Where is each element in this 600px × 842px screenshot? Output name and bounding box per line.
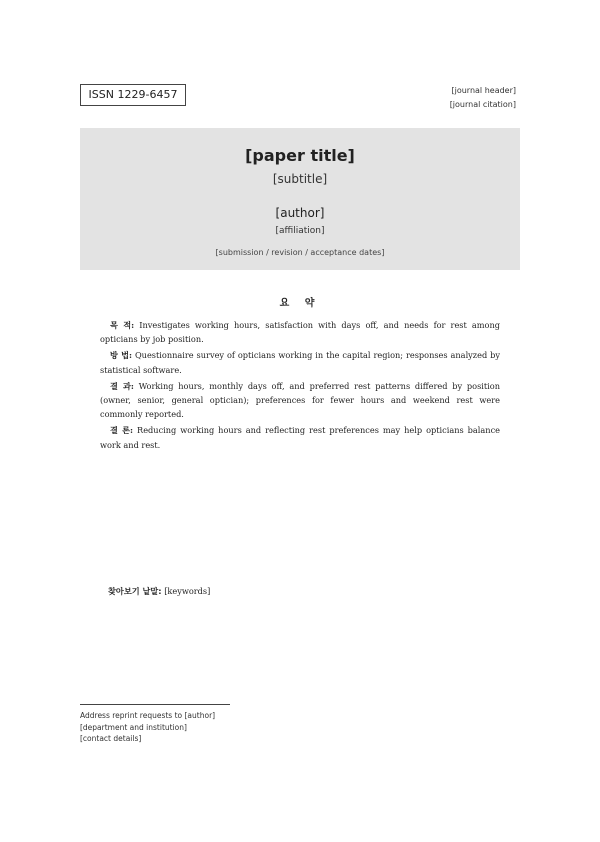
correspondence-line-3: [contact details] <box>80 734 142 743</box>
correspondence-line-1: Address reprint requests to [author] <box>80 711 216 720</box>
purpose-text: Investigates working hours, satisfaction with days off, and needs for rest among opticians by job position. <box>100 320 500 345</box>
paper-title: [paper title] <box>245 146 355 165</box>
abstract-purpose <box>100 318 500 346</box>
submission-dates: [submission / revision / acceptance dates] <box>215 248 385 257</box>
abstract-conclusion <box>100 423 500 451</box>
keywords-text: [keywords] <box>164 586 211 596</box>
paper-subtitle: [subtitle] <box>272 172 328 186</box>
keywords <box>108 586 500 597</box>
conclusion-label: 결 론: <box>110 425 134 436</box>
methods-text: Questionnaire survey of opticians working in the capital region; responses analyzed by statistical software. <box>100 350 500 375</box>
journal-header <box>276 84 516 112</box>
results-label: 결 과: <box>110 380 134 391</box>
correspondence-line-2: [department and institution] <box>80 722 187 732</box>
conclusion-text: Reducing working hours and reflecting rest preferences may help opticians balance work and rest. <box>100 425 500 450</box>
purpose-label: 목 적: <box>110 320 135 330</box>
methods-label: 방 법: <box>110 350 133 361</box>
title-box <box>80 128 520 270</box>
journal-en: [journal citation] <box>449 100 516 109</box>
abstract-results <box>100 379 500 422</box>
issn-box: ISSN 1229-6457 <box>80 84 186 106</box>
results-text: Working hours, monthly days off, and preferred rest patterns differed by position (owner, senior, general optician); preferences for fewer hours and weekend rest were commonly reported. <box>100 380 500 420</box>
correspondence <box>80 710 380 745</box>
journal-kr: [journal header] <box>451 86 516 95</box>
author-name: [author] <box>275 206 325 220</box>
author-affiliation: [affiliation] <box>275 226 325 236</box>
abstract-methods <box>100 348 500 376</box>
abstract-heading: 요 약 <box>279 298 321 309</box>
footnote-rule <box>80 704 230 705</box>
abstract-body <box>100 318 500 454</box>
keywords-label: 찾아보기 낱말: <box>108 586 162 596</box>
